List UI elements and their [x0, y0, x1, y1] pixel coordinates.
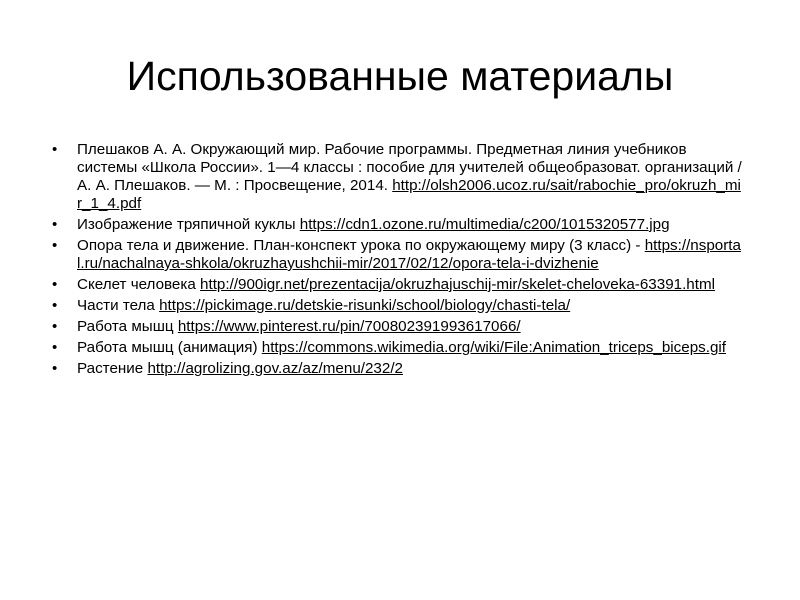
bullet-marker: • [52, 360, 58, 377]
reference-item [52, 297, 742, 315]
bullet-marker: • [52, 276, 58, 293]
reference-text: Скелет человека [77, 276, 196, 293]
reference-text: Опора тела и движение. План-конспект урока по окружающему миру (3 класс) [77, 237, 632, 254]
reference-link[interactable]: http://900igr.net/prezentacija/okruzhajuschij-mir/skelet-cheloveka-63391.html [200, 276, 715, 293]
reference-item [52, 276, 742, 294]
reference-item [52, 141, 742, 213]
reference-item [52, 339, 742, 357]
bullet-marker: • [52, 318, 58, 335]
reference-link[interactable]: http://agrolizing.gov.az/az/menu/232/2 [147, 360, 403, 377]
bullet-marker: • [52, 297, 58, 314]
reference-text: Плешаков А. А. Окружающий мир. Рабочие программы. Предметная линия учебников системы «Школа России». 1—4 классы : пособие для учителей общеобразоват. организаций / А. А. Плешаков. — М. : Просвещение, 2014. [77, 141, 742, 194]
bullet-marker: • [52, 339, 58, 356]
reference-text: Части тела [77, 297, 155, 314]
reference-item [52, 237, 742, 273]
reference-list [52, 141, 742, 381]
reference-link[interactable]: https://commons.wikimedia.org/wiki/File:Animation_triceps_biceps.gif [261, 339, 727, 356]
reference-link[interactable]: https://www.pinterest.ru/pin/700802391993617066/ [177, 318, 521, 335]
slide-title: Использованные материалы [126, 53, 674, 99]
reference-text: Растение [77, 360, 144, 377]
reference-link[interactable]: https://nsportal.ru/nachalnaya-shkola/okruzhayushchii-mir/2017/02/12/opora-tela-i-dvizhenie [77, 237, 741, 272]
reference-link[interactable]: https://cdn1.ozone.ru/multimedia/c200/1015320577.jpg [299, 216, 670, 233]
reference-link[interactable]: http://olsh2006.ucoz.ru/sait/rabochie_pro/okruzh_mir_1_4.pdf [77, 177, 741, 212]
reference-text: Изображение тряпичной куклы [77, 216, 296, 233]
reference-text: Работа мышц (анимация) [77, 339, 258, 356]
bullet-marker: • [52, 216, 58, 233]
reference-item [52, 360, 742, 378]
reference-item [52, 318, 742, 336]
bullet-marker: • [52, 237, 58, 254]
reference-item [52, 216, 742, 234]
bullet-marker: • [52, 141, 58, 158]
reference-link[interactable]: https://pickimage.ru/detskie-risunki/school/biology/chasti-tela/ [159, 297, 571, 314]
reference-text: Работа мышц [77, 318, 174, 335]
reference-separator: - [631, 237, 645, 254]
